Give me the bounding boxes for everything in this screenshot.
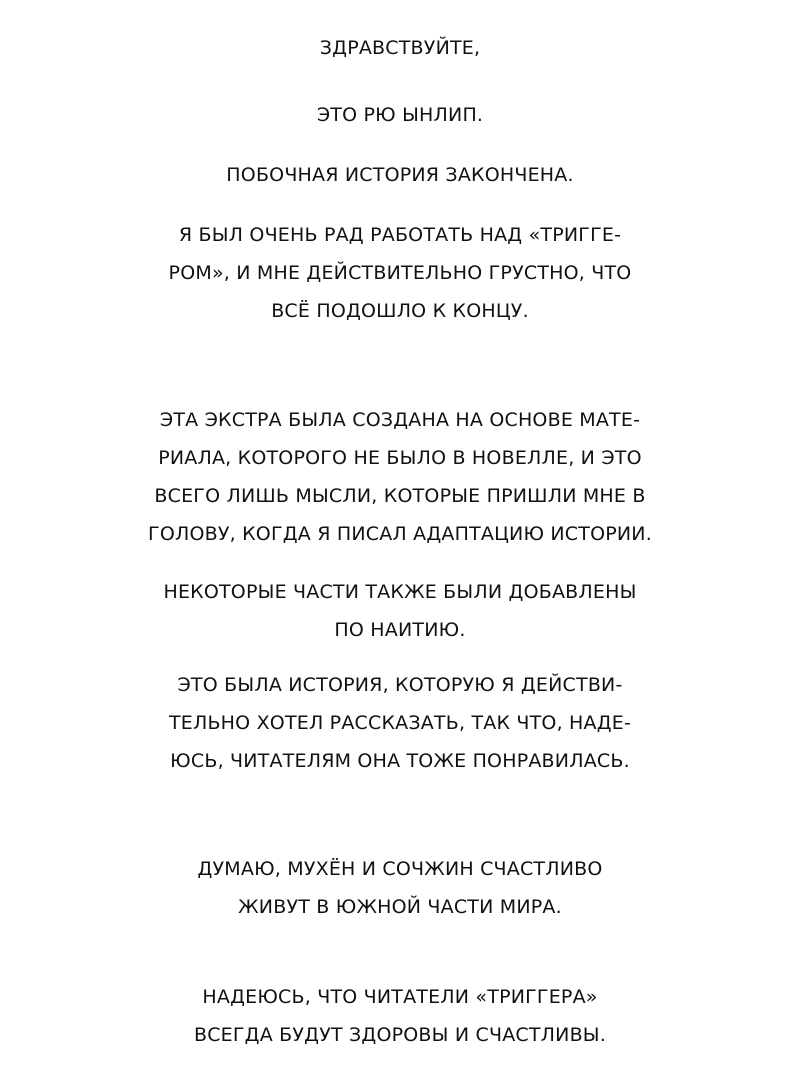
- greeting-line: ЗДРАВСТВУЙТЕ,: [319, 37, 481, 59]
- text-line: РИАЛА, КОТОРОГО НЕ БЫЛО В НОВЕЛЛЕ, И ЭТО: [158, 447, 642, 469]
- text-line: ДУМАЮ, МУХЁН И СОЧЖИН СЧАСТЛИВО: [197, 858, 603, 880]
- text-line: ТЕЛЬНО ХОТЕЛ РАССКАЗАТЬ, ТАК ЧТО, НАДЕ-: [168, 712, 632, 734]
- intro-line: ЭТО РЮ ЫНЛИП.: [316, 104, 484, 126]
- text-line: ЖИВУТ В ЮЖНОЙ ЧАСТИ МИРА.: [238, 896, 562, 918]
- text-line: РОМ», И МНЕ ДЕЙСТВИТЕЛЬНО ГРУСТНО, ЧТО: [168, 262, 632, 284]
- text-line: ЭТА ЭКСТРА БЫЛА СОЗДАНА НА ОСНОВЕ МАТЕ-: [159, 409, 641, 431]
- text-line: ЭТО БЫЛА ИСТОРИЯ, КОТОРУЮ Я ДЕЙСТВИ-: [177, 674, 623, 696]
- text-line: НЕКОТОРЫЕ ЧАСТИ ТАКЖЕ БЫЛИ ДОБАВЛЕНЫ: [163, 581, 637, 603]
- text-line: ВСЕГДА БУДУТ ЗДОРОВЫ И СЧАСТЛИВЫ.: [193, 1024, 607, 1046]
- announcement-line: ПОБОЧНАЯ ИСТОРИЯ ЗАКОНЧЕНА.: [226, 164, 574, 186]
- text-line: ВСЁ ПОДОШЛО К КОНЦУ.: [271, 300, 529, 322]
- text-line: ПО НАИТИЮ.: [334, 619, 466, 641]
- text-line: Я БЫЛ ОЧЕНЬ РАД РАБОТАТЬ НАД «ТРИГГЕ-: [178, 224, 622, 246]
- text-line: ВСЕГО ЛИШЬ МЫСЛИ, КОТОРЫЕ ПРИШЛИ МНЕ В: [154, 485, 646, 507]
- text-line: ГОЛОВУ, КОГДА Я ПИСАЛ АДАПТАЦИЮ ИСТОРИИ.: [148, 523, 652, 545]
- text-line: НАДЕЮСЬ, ЧТО ЧИТАТЕЛИ «ТРИГГЕРА»: [202, 986, 598, 1008]
- text-line: ЮСЬ, ЧИТАТЕЛЯМ ОНА ТОЖЕ ПОНРАВИЛАСЬ.: [170, 750, 630, 772]
